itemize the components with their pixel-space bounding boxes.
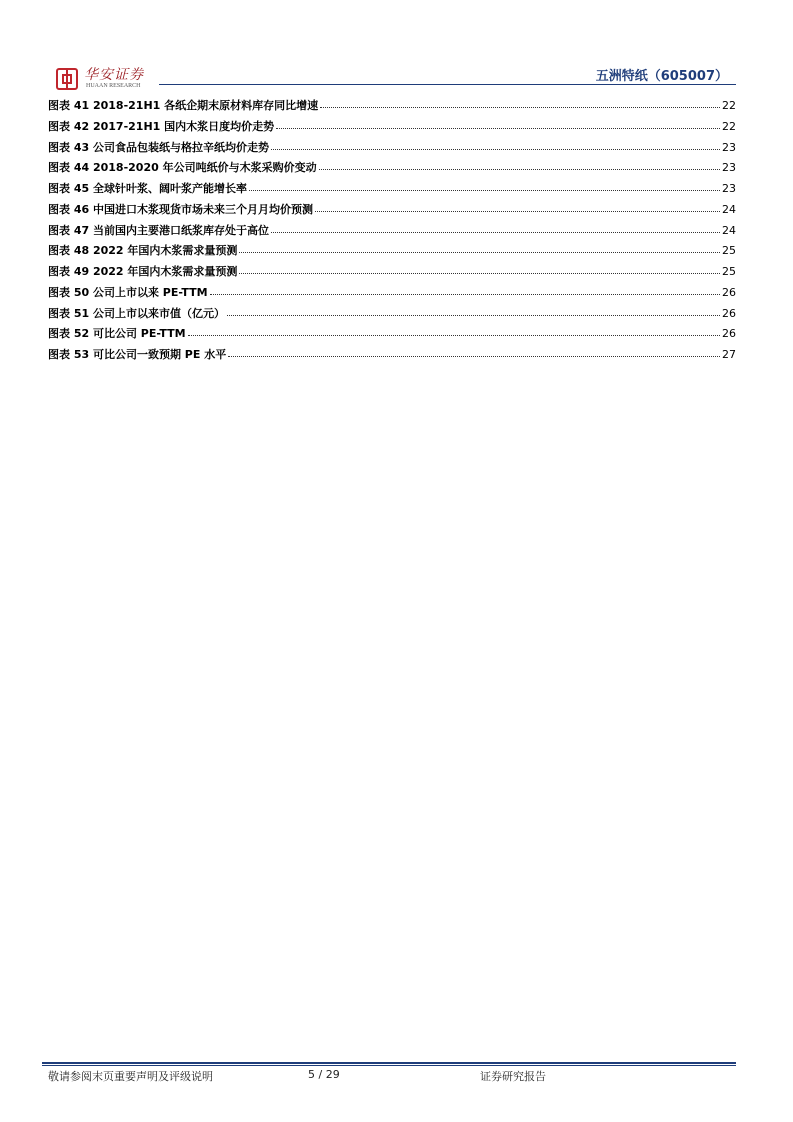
- logo-subtitle: HUAAN RESEARCH: [86, 83, 141, 89]
- toc-leader: [319, 169, 720, 170]
- report-title: 五洲特纸（605007）: [595, 69, 728, 84]
- toc-item-page: 24: [722, 202, 736, 216]
- toc-leader: [210, 294, 720, 295]
- toc-leader: [271, 149, 720, 150]
- toc-item-page: 22: [722, 99, 736, 112]
- toc-item-page: 23: [722, 161, 736, 175]
- page-footer: [48, 1068, 736, 1084]
- toc-item[interactable]: [48, 139, 736, 160]
- toc-item-title: 图表 46 中国进口木浆现货市场未来三个月月均价预测: [48, 202, 313, 216]
- report-type: 证券研究报告: [480, 1070, 546, 1083]
- footer-divider: [42, 1062, 736, 1064]
- toc-item[interactable]: [48, 242, 736, 263]
- toc-item[interactable]: [48, 222, 736, 243]
- toc-item[interactable]: [48, 159, 736, 180]
- header-divider: [159, 84, 736, 85]
- toc-leader: [188, 335, 720, 336]
- toc-item-title: 图表 44 2018-2020 年公司吨纸价与木浆采购价变动: [48, 161, 317, 175]
- toc-item-page: 22: [722, 119, 736, 133]
- toc-item[interactable]: [48, 180, 736, 201]
- toc-item-title: 图表 41 2018-21H1 各纸企期末原材料库存同比增速: [48, 99, 319, 112]
- toc-leader: [249, 190, 720, 191]
- toc-leader: [276, 128, 720, 129]
- toc-item[interactable]: [48, 305, 736, 326]
- footer-divider-thin: [42, 1065, 736, 1066]
- page-number: 5 / 29: [308, 1068, 340, 1081]
- toc-item-page: 26: [722, 306, 736, 320]
- toc-leader: [320, 107, 720, 108]
- toc-item[interactable]: [48, 346, 736, 367]
- toc-item-title: 图表 48 2022 年国内木浆需求量预测: [48, 244, 238, 258]
- toc-item[interactable]: [48, 325, 736, 346]
- toc-item-title: 图表 52 可比公司 PE-TTM: [48, 327, 186, 341]
- toc-item-title: 图表 45 全球针叶浆、阔叶浆产能增长率: [48, 182, 247, 195]
- toc-item-page: 24: [722, 223, 736, 237]
- page-header: [56, 62, 736, 98]
- toc-item-title: 图表 43 公司食品包装纸与格拉辛纸均价走势: [48, 140, 269, 154]
- toc-item-page: 25: [722, 244, 736, 258]
- figure-table-of-contents: [48, 97, 736, 367]
- toc-leader: [239, 252, 720, 253]
- toc-item[interactable]: [48, 284, 736, 305]
- toc-leader: [315, 211, 720, 212]
- toc-leader: [228, 356, 720, 357]
- toc-item-page: 23: [722, 182, 736, 195]
- toc-leader: [271, 232, 720, 233]
- toc-leader: [227, 315, 720, 316]
- toc-leader: [239, 273, 720, 274]
- toc-item-page: 23: [722, 140, 736, 154]
- logo-name: 华安证券: [84, 67, 144, 83]
- footer-disclaimer: 敬请参阅末页重要声明及评级说明: [48, 1070, 213, 1083]
- toc-item-title: 图表 51 公司上市以来市值（亿元）: [48, 306, 225, 320]
- toc-item-title: 图表 49 2022 年国内木浆需求量预测: [48, 265, 238, 278]
- toc-item-title: 图表 50 公司上市以来 PE-TTM: [48, 285, 208, 299]
- toc-item-page: 26: [722, 285, 736, 299]
- huaan-logo-seal-icon: [56, 68, 78, 90]
- toc-item-page: 26: [722, 327, 736, 341]
- toc-item[interactable]: [48, 263, 736, 284]
- toc-item-title: 图表 42 2017-21H1 国内木浆日度均价走势: [48, 119, 275, 133]
- toc-item-page: 27: [722, 348, 736, 361]
- toc-item[interactable]: [48, 201, 736, 222]
- toc-item-title: 图表 53 可比公司一致预期 PE 水平: [48, 348, 227, 361]
- toc-item[interactable]: [48, 97, 736, 118]
- toc-item[interactable]: [48, 118, 736, 139]
- toc-item-page: 25: [722, 265, 736, 278]
- toc-item-title: 图表 47 当前国内主要港口纸浆库存处于高位: [48, 223, 269, 237]
